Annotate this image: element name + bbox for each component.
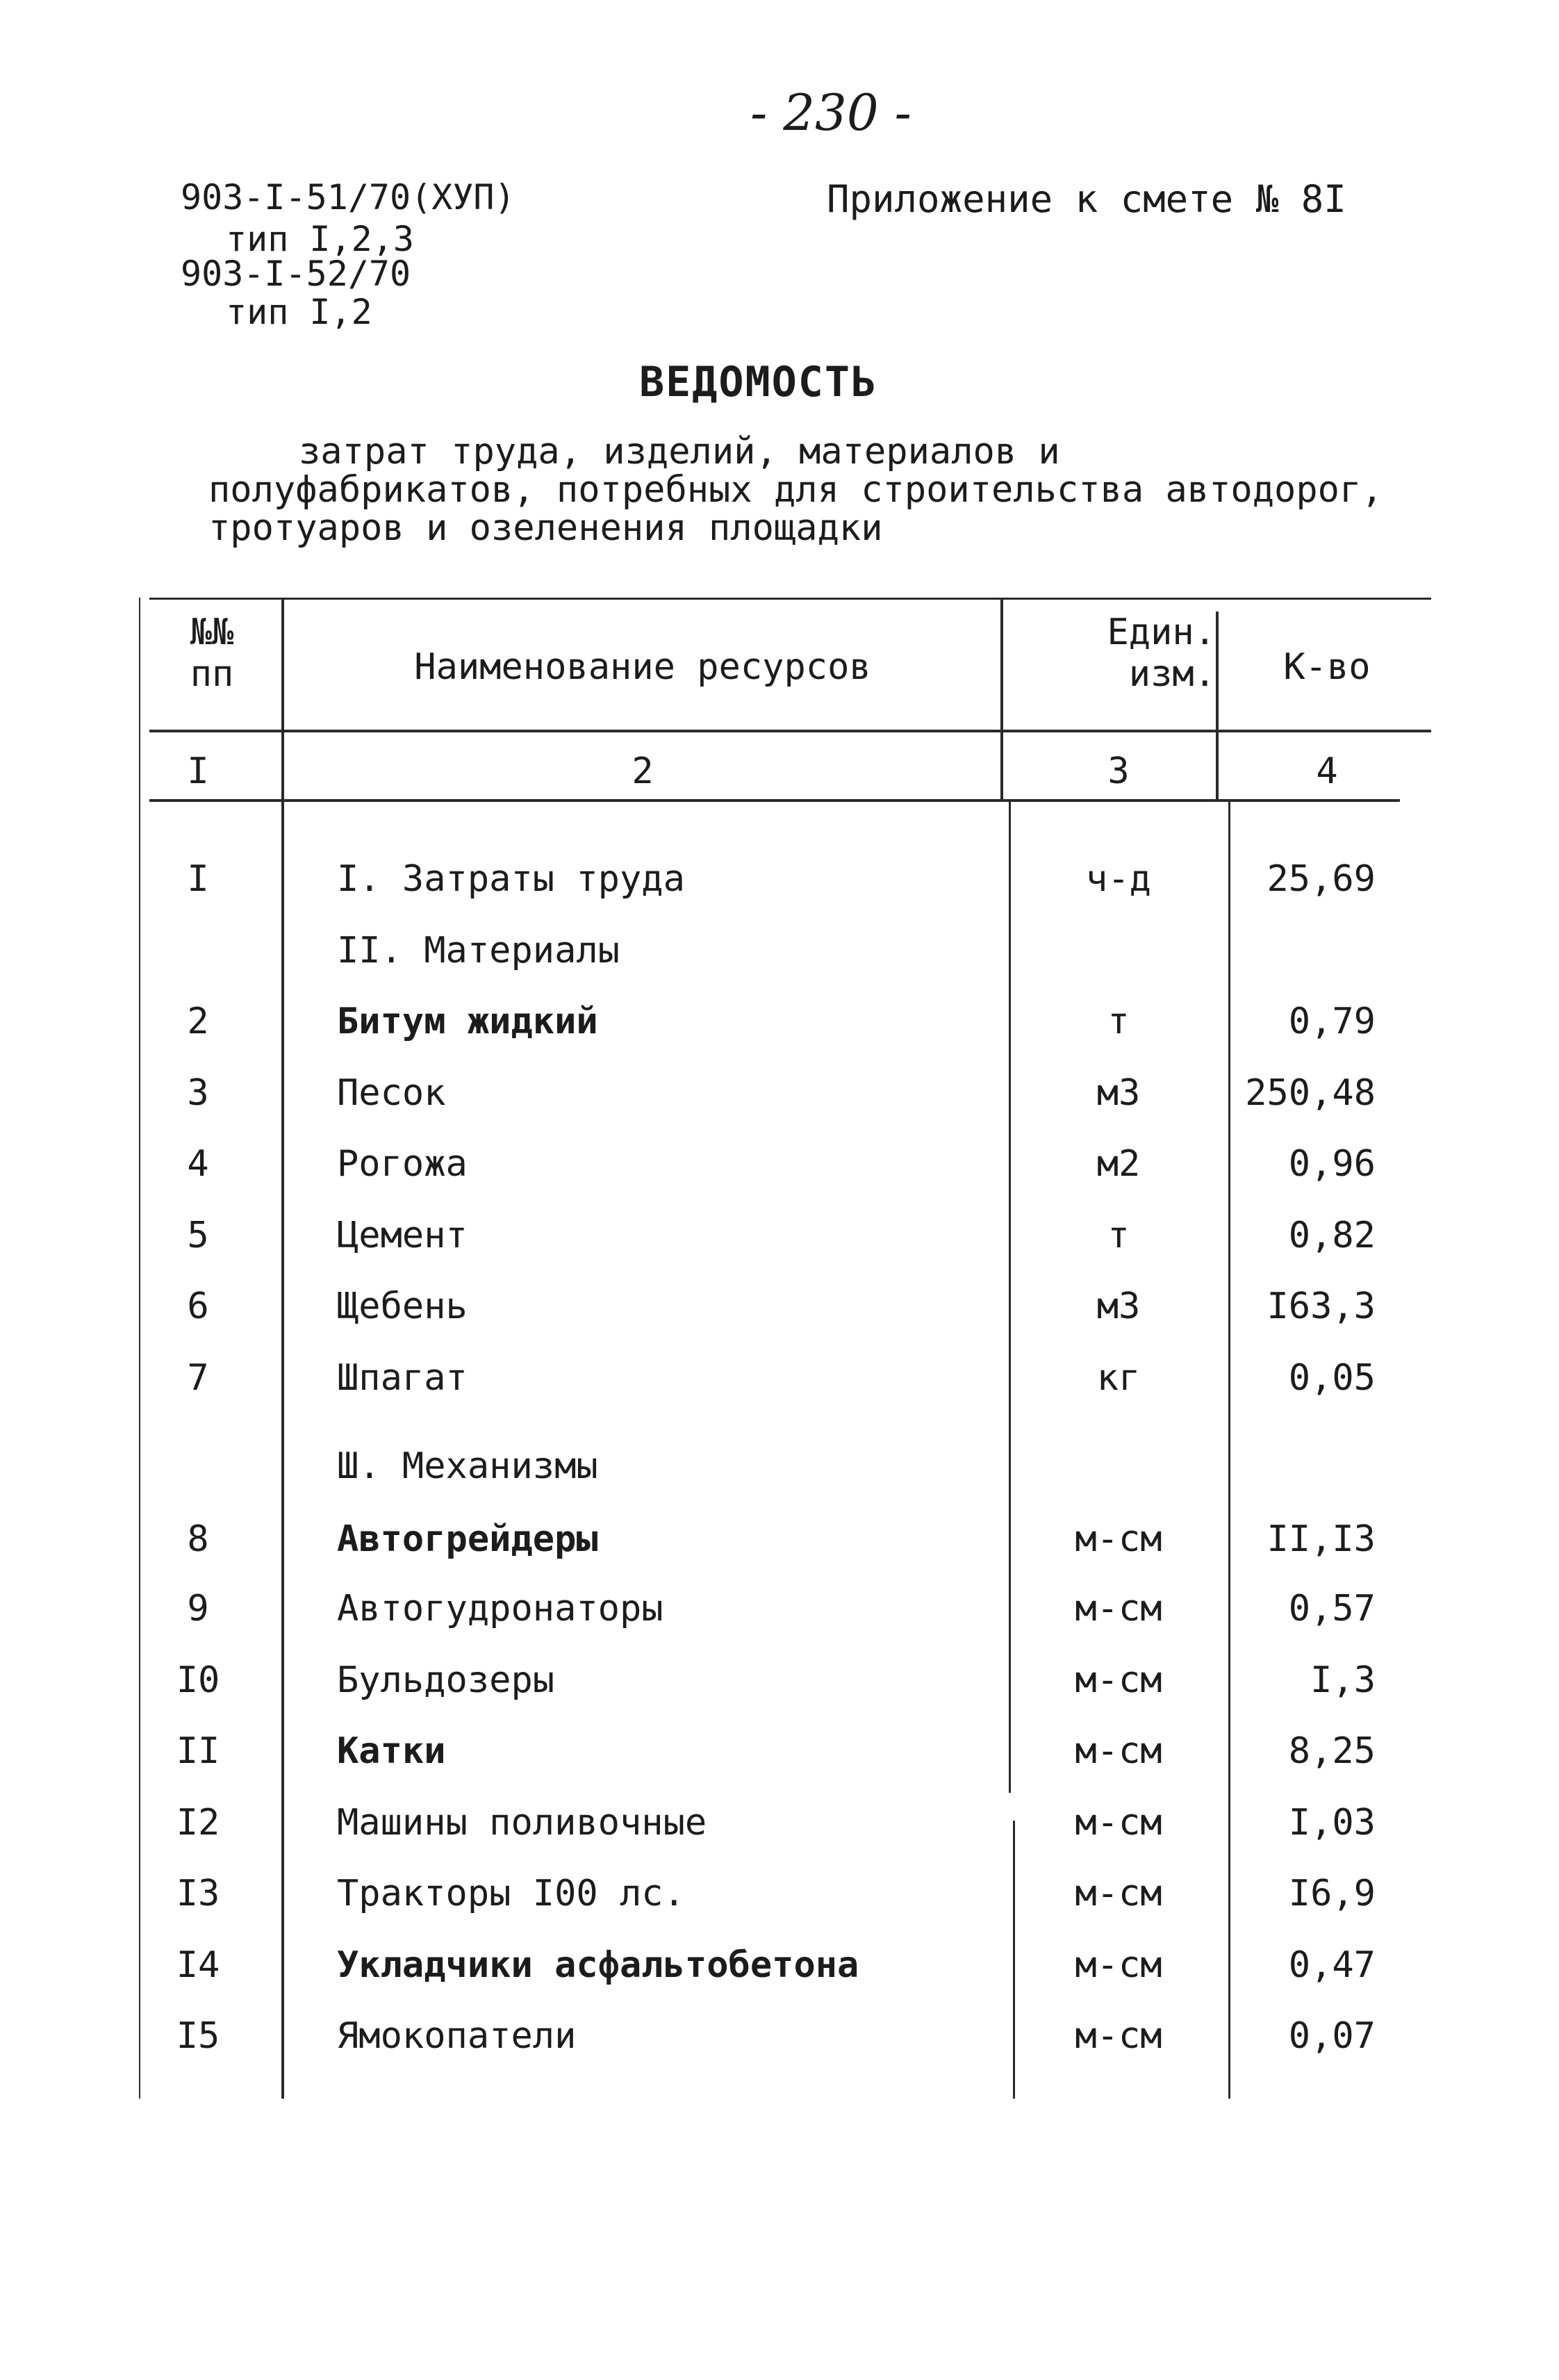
column-divider — [1009, 799, 1011, 1793]
header-num — [156, 612, 267, 695]
row-number: I — [187, 858, 209, 900]
row-name: Автогудронаторы — [337, 1588, 663, 1630]
row-name: Рогожа — [337, 1143, 468, 1185]
row-qty: II,I3 — [1267, 1518, 1376, 1560]
column-number: 4 — [1316, 750, 1338, 792]
row-name: Автогрейдеры — [337, 1518, 598, 1560]
row-name: Шпагат — [337, 1357, 468, 1399]
column-divider — [281, 598, 284, 2099]
row-number: I3 — [176, 1873, 220, 1914]
column-divider — [1228, 799, 1230, 2099]
row-number: 9 — [187, 1588, 209, 1630]
section-heading-labor: I. Затраты труда — [337, 858, 685, 900]
row-number: I4 — [176, 1944, 220, 1986]
row-number: 3 — [187, 1072, 209, 1114]
row-qty: 0,79 — [1288, 1001, 1376, 1042]
row-unit: м3 — [1096, 1286, 1141, 1327]
row-unit: м-см — [1075, 1944, 1162, 1986]
row-qty: 25,69 — [1267, 858, 1376, 900]
header-name: Наименование ресурсов — [414, 646, 871, 688]
row-unit: м-см — [1075, 1730, 1162, 1772]
row-number: 8 — [187, 1518, 209, 1560]
row-name: Цемент — [337, 1215, 468, 1256]
subtitle-line: полуфабрикатов, потребных для строительства автодорог, — [208, 469, 1383, 511]
page-number: - 230 - — [750, 83, 912, 142]
row-name: Укладчики асфальтобетона — [337, 1944, 859, 1986]
row-qty: 0,47 — [1288, 1944, 1376, 1986]
row-name: Катки — [337, 1730, 446, 1772]
row-qty: 0,05 — [1288, 1357, 1376, 1399]
row-number: 7 — [187, 1357, 209, 1399]
subtitle-line: тротуаров и озеленения площадки — [208, 507, 883, 549]
header-num-line2: пп — [190, 653, 234, 695]
row-unit: м-см — [1075, 1659, 1162, 1701]
header-unit-line2: изм. — [1128, 653, 1216, 695]
row-number: 4 — [187, 1143, 209, 1185]
doc-code-line: тип I,2,3 — [226, 219, 414, 259]
column-number: I — [187, 750, 209, 792]
doc-code-line: 903-I-51/70(XУП) — [181, 177, 515, 218]
row-unit: т — [1107, 1001, 1130, 1042]
row-qty: I63,3 — [1267, 1286, 1376, 1327]
row-number: 5 — [187, 1215, 209, 1256]
row-qty: I,03 — [1288, 1802, 1376, 1844]
table-top-rule — [149, 598, 1431, 600]
header-unit — [1028, 612, 1216, 695]
row-name: Бульдозеры — [337, 1659, 555, 1701]
row-name: Машины поливочные — [337, 1802, 707, 1844]
row-unit: м2 — [1096, 1143, 1141, 1185]
row-name: Битум жидкий — [337, 1001, 598, 1042]
row-unit: м3 — [1096, 1072, 1141, 1114]
row-qty: 0,07 — [1288, 2015, 1376, 2057]
header-unit-line1: Един. — [1107, 612, 1216, 653]
row-unit: т — [1107, 1215, 1130, 1256]
row-name: Тракторы I00 лс. — [337, 1873, 685, 1914]
row-unit: м-см — [1075, 2015, 1162, 2057]
row-unit: м-см — [1075, 1588, 1162, 1630]
subtitle-line: затрат труда, изделий, материалов и — [299, 431, 1060, 473]
row-number: 2 — [187, 1001, 209, 1042]
row-number: I5 — [176, 2015, 220, 2057]
row-number: 6 — [187, 1286, 209, 1327]
row-qty: 250,48 — [1245, 1072, 1376, 1114]
header-qty: К-во — [1283, 646, 1371, 688]
table-left-edge — [139, 598, 140, 2099]
row-qty: 8,25 — [1288, 1730, 1376, 1772]
row-unit: м-см — [1075, 1518, 1162, 1560]
row-qty: I6,9 — [1288, 1873, 1376, 1914]
header-num-line1: №№ — [190, 612, 234, 653]
appendix-label: Приложение к смете № 8I — [827, 177, 1346, 221]
row-unit: м-см — [1075, 1802, 1162, 1844]
row-name: Песок — [337, 1072, 446, 1114]
column-divider — [1000, 598, 1003, 799]
row-number: I2 — [176, 1802, 220, 1844]
row-unit: кг — [1096, 1357, 1141, 1399]
column-number: 3 — [1107, 750, 1130, 792]
row-number: I0 — [176, 1659, 220, 1701]
row-unit: ч-д — [1086, 858, 1151, 900]
doc-code-line: тип I,2 — [226, 292, 372, 332]
row-qty: 0,82 — [1288, 1215, 1376, 1256]
row-qty: 0,96 — [1288, 1143, 1376, 1185]
column-numbers-rule — [149, 799, 1400, 802]
document-title: ВЕДОМОСТЬ — [639, 358, 878, 407]
row-qty: I,3 — [1310, 1659, 1376, 1701]
section-heading-machines: Ш. Механизмы — [337, 1445, 598, 1487]
column-divider — [1216, 612, 1219, 799]
header-bottom-rule — [149, 730, 1431, 732]
row-qty: 0,57 — [1288, 1588, 1376, 1630]
doc-code-line: 903-I-52/70 — [181, 254, 411, 294]
row-name: Щебень — [337, 1286, 468, 1327]
row-number: II — [176, 1730, 220, 1772]
row-name: Ямокопатели — [337, 2015, 577, 2057]
section-heading-materials: II. Материалы — [337, 930, 620, 971]
row-unit: м-см — [1075, 1873, 1162, 1914]
column-divider — [1013, 1821, 1015, 2099]
column-number: 2 — [632, 750, 654, 792]
